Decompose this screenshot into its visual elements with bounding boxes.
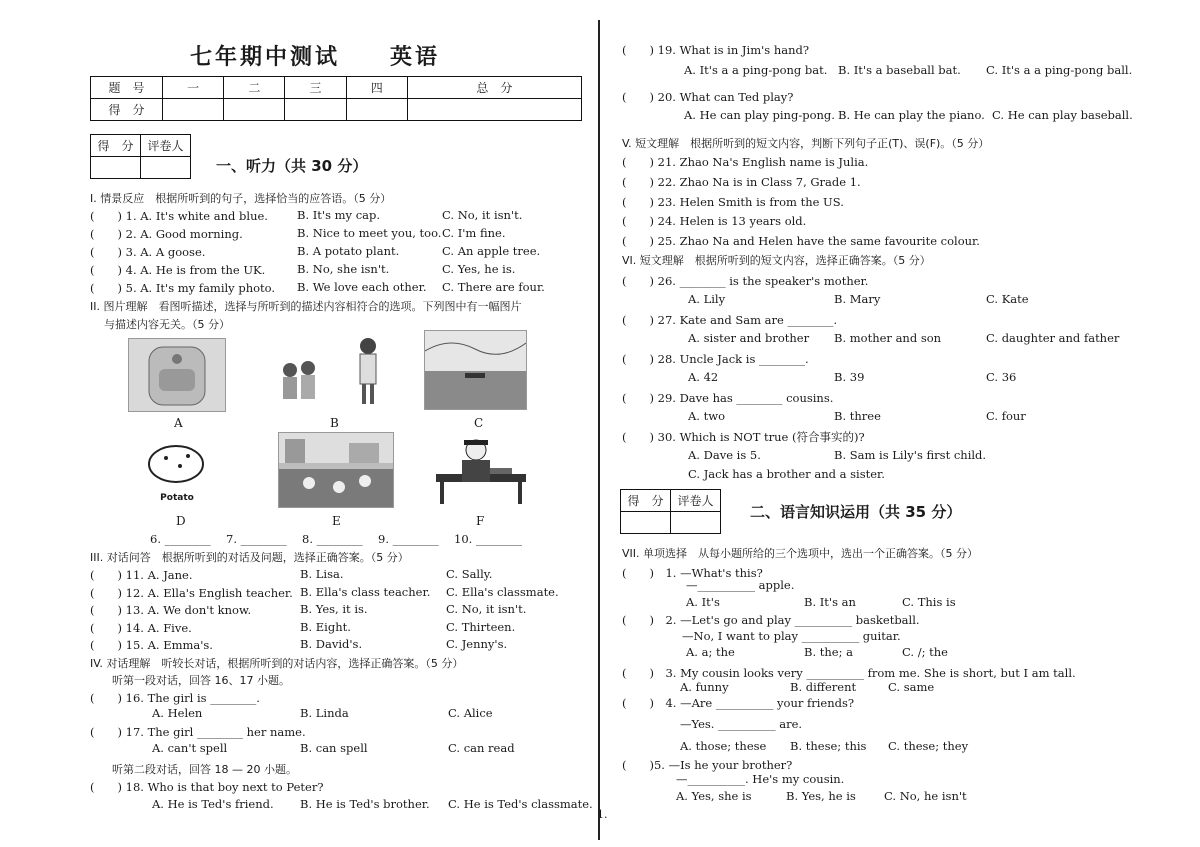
question-text: ( ) 12. A. Ella's English teacher. (90, 586, 293, 600)
dialogue-2-note: 听第二段对话，回答 18 — 20 小题。 (112, 763, 297, 776)
option-b: B. Sam is Lily's first child. (834, 448, 987, 462)
question-text: ( ) 27. Kate and Sam are ________. (622, 313, 838, 327)
option-a: A. He is Ted's friend. (152, 797, 274, 811)
option-c: C. Ella's classmate. (446, 585, 559, 599)
question-text: ( ) 16. The girl is ________. (90, 691, 260, 705)
option-a: A. Helen (152, 706, 203, 720)
score-header: 二 (224, 77, 285, 99)
option-c: C. Alice (448, 706, 493, 720)
option-c: C. Jenny's. (446, 637, 508, 651)
option-c: C. This is (902, 595, 956, 609)
score-header: 三 (285, 77, 346, 99)
grader-box (620, 489, 721, 534)
score-cell[interactable] (163, 99, 224, 121)
question-text: —__________ apple. (686, 578, 795, 592)
picture-label: D (176, 514, 186, 528)
question-text: —No, I want to play __________ guitar. (682, 629, 901, 643)
option-c: C. I'm fine. (442, 226, 506, 240)
picture-people-greeting (276, 336, 388, 410)
option-a: A. He can play ping-pong. (684, 108, 835, 122)
grader-box (90, 134, 191, 179)
option-a: A. It's (686, 595, 720, 609)
dialogue-1-note: 听第一段对话，回答 16、17 小题。 (112, 674, 290, 687)
question-text: ( ) 1. —What's this? (622, 566, 763, 580)
question-text: —__________. He's my cousin. (676, 772, 845, 786)
option-b: B. can spell (300, 741, 368, 755)
grader-person-label: 评卷人 (141, 135, 191, 157)
option-a: A. two (688, 409, 726, 423)
option-a: A. a; the (686, 645, 735, 659)
option-b: B. 39 (834, 370, 865, 384)
question-text: ( ) 4. —Are __________ your friends? (622, 696, 855, 710)
page-number: 1. (597, 808, 608, 821)
section-2-instruction: II. 图片理解 看图听描述，选择与所听到的描述内容相符合的选项。下列图中有一幅图片 (90, 300, 522, 313)
option-c: C. It's a a ping-pong ball. (986, 63, 1133, 77)
question-text: ( ) 18. Who is that boy next to Peter? (90, 780, 324, 794)
score-cell[interactable] (224, 99, 285, 121)
score-header: 题 号 (91, 77, 163, 99)
option-b: B. Linda (300, 706, 349, 720)
option-b: B. Nice to meet you, too. (297, 226, 442, 240)
question-text: ( ) 2. —Let's go and play __________ basketball. (622, 613, 920, 627)
option-c: C. An apple tree. (442, 244, 541, 258)
section-3-instruction: III. 对话问答 根据所听到的对话及问题，选择正确答案。（5 分） (90, 551, 409, 564)
option-c: C. Kate (986, 292, 1029, 306)
question-text: ( ) 30. Which is NOT true (符合事实的)? (622, 430, 865, 444)
option-c: C. daughter and father (986, 331, 1120, 345)
part-one-heading: 一、听力（共 30 分） (216, 157, 368, 175)
answer-blank[interactable]: 8. ________ (302, 532, 363, 546)
score-cell[interactable] (285, 99, 346, 121)
grader-score-cell[interactable] (621, 512, 671, 534)
option-a: A. Dave is 5. (688, 448, 761, 462)
option-a: A. those; these (680, 739, 767, 753)
grader-person-cell[interactable] (141, 157, 191, 179)
section-7-instruction: VII. 单项选择 从每小题所给的三个选项中，选出一个正确答案。（5 分） (622, 547, 978, 560)
option-b: B. We love each other. (297, 280, 427, 294)
tf-question: ( ) 22. Zhao Na is in Class 7, Grade 1. (622, 175, 861, 189)
option-a: A. Lily (688, 292, 726, 306)
option-b: B. Lisa. (300, 567, 344, 581)
option-c: C. /; the (902, 645, 948, 659)
option-b: B. mother and son (834, 331, 942, 345)
option-c: C. He can play baseball. (992, 108, 1133, 122)
right-page (600, 0, 1200, 847)
picture-potato (146, 440, 208, 508)
section-6-instruction: VI. 短文理解 根据所听到的短文内容，选择正确答案。（5 分） (622, 254, 931, 267)
tf-question: ( ) 21. Zhao Na's English name is Julia. (622, 155, 869, 169)
option-b: B. David's. (300, 637, 363, 651)
question-text: ( ) 26. ________ is the speaker's mother. (622, 274, 869, 288)
score-cell[interactable] (407, 99, 581, 121)
option-b: B. A potato plant. (297, 244, 400, 258)
option-c: C. Sally. (446, 567, 493, 581)
question-text: ( ) 20. What can Ted play? (622, 90, 794, 104)
page-title: 七年期中测试 英语 (190, 45, 441, 70)
answer-blank[interactable]: 7. ________ (226, 532, 287, 546)
option-a: A. It's a a ping-pong bat. (684, 63, 828, 77)
score-header: 一 (163, 77, 224, 99)
option-b: B. No, she isn't. (297, 262, 390, 276)
question-text: ( ) 3. A. A goose. (90, 245, 206, 259)
score-header: 四 (346, 77, 407, 99)
question-text: ( ) 4. A. He is from the UK. (90, 263, 266, 277)
grader-person-label: 评卷人 (671, 490, 721, 512)
question-text: ( ) 28. Uncle Jack is ________. (622, 352, 809, 366)
question-text: ( ) 13. A. We don't know. (90, 603, 252, 617)
picture-lake-scene (424, 330, 527, 410)
option-a: A. can't spell (152, 741, 228, 755)
picture-label: F (476, 514, 485, 528)
score-row-label: 得 分 (91, 99, 163, 121)
picture-label: B (330, 416, 339, 430)
question-text: ( ) 17. The girl ________ her name. (90, 725, 306, 739)
option-b: B. three (834, 409, 881, 423)
picture-label: E (332, 514, 341, 528)
option-b: B. the; a (804, 645, 853, 659)
option-a: A. funny (680, 680, 729, 694)
option-b: B. different (790, 680, 857, 694)
tf-question: ( ) 23. Helen Smith is from the US. (622, 195, 844, 209)
question-text: ( ) 14. A. Five. (90, 621, 192, 635)
section-4-instruction: IV. 对话理解 听较长对话，根据所听到的对话内容，选择正确答案。（5 分） (90, 657, 464, 670)
option-c: C. No, he isn't (884, 789, 967, 803)
section-1-instruction: I. 情景反应 根据所听到的句子，选择恰当的应答语。（5 分） (90, 192, 392, 205)
question-text: ( )5. —Is he your brother? (622, 758, 793, 772)
score-table (90, 76, 582, 121)
question-text: ( ) 29. Dave has ________ cousins. (622, 391, 834, 405)
option-c: C. There are four. (442, 280, 545, 294)
option-b: B. Mary (834, 292, 881, 306)
picture-market-street (278, 432, 394, 508)
option-c: C. Yes, he is. (442, 262, 516, 276)
part-two-heading: 二、语言知识运用（共 35 分） (750, 503, 962, 521)
option-c: C. Jack has a brother and a sister. (688, 467, 885, 481)
option-a: A. 42 (688, 370, 719, 384)
tf-question: ( ) 24. Helen is 13 years old. (622, 214, 807, 228)
option-b: B. It's an (804, 595, 856, 609)
option-b: B. Eight. (300, 620, 351, 634)
tf-question: ( ) 25. Zhao Na and Helen have the same favourite colour. (622, 234, 980, 248)
option-b: B. It's a baseball bat. (838, 63, 961, 77)
option-c: C. No, it isn't. (446, 602, 527, 616)
option-a: A. Yes, she is (676, 789, 752, 803)
option-b: B. Yes, he is (786, 789, 856, 803)
picture-man-on-bench (432, 436, 530, 508)
question-text: ( ) 3. My cousin looks very __________ from me. She is short, but I am tall. (622, 666, 1076, 680)
question-text: ( ) 5. A. It's my family photo. (90, 281, 276, 295)
option-c: C. Thirteen. (446, 620, 516, 634)
option-c: C. He is Ted's classmate. (448, 797, 593, 811)
option-b: B. these; this (790, 739, 867, 753)
section-2-instruction-cont: 与描述内容无关。（5 分） (104, 318, 230, 331)
grader-person-cell[interactable] (671, 512, 721, 534)
question-text: ( ) 1. A. It's white and blue. (90, 209, 268, 223)
answer-blank[interactable]: 6. ________ (150, 532, 211, 546)
question-text: ( ) 11. A. Jane. (90, 568, 193, 582)
grader-score-label: 得 分 (91, 135, 141, 157)
potato-caption: Potato (160, 493, 194, 503)
picture-label: C (474, 416, 484, 430)
picture-backpack (128, 338, 226, 412)
option-c: C. 36 (986, 370, 1017, 384)
grader-score-label: 得 分 (621, 490, 671, 512)
option-b: B. He is Ted's brother. (300, 797, 430, 811)
option-b: B. He can play the piano. (838, 108, 985, 122)
question-text: ( ) 15. A. Emma's. (90, 638, 213, 652)
option-c: C. same (888, 680, 935, 694)
option-c: C. can read (448, 741, 515, 755)
score-cell[interactable] (346, 99, 407, 121)
picture-label: A (174, 416, 183, 430)
option-b: B. Yes, it is. (300, 602, 368, 616)
score-header: 总 分 (407, 77, 581, 99)
grader-score-cell[interactable] (91, 157, 141, 179)
option-c: C. No, it isn't. (442, 208, 523, 222)
option-b: B. Ella's class teacher. (300, 585, 431, 599)
answer-blank[interactable]: 10. ________ (454, 532, 522, 546)
option-c: C. four (986, 409, 1026, 423)
option-b: B. It's my cap. (297, 208, 381, 222)
question-text: ( ) 2. A. Good morning. (90, 227, 243, 241)
answer-blank[interactable]: 9. ________ (378, 532, 439, 546)
question-text: —Yes. __________ are. (680, 717, 803, 731)
option-a: A. sister and brother (688, 331, 810, 345)
section-5-instruction: V. 短文理解 根据所听到的短文内容，判断下列句子正(T)、误(F)。（5 分） (622, 137, 990, 150)
question-text: ( ) 19. What is in Jim's hand? (622, 43, 810, 57)
option-c: C. these; they (888, 739, 969, 753)
